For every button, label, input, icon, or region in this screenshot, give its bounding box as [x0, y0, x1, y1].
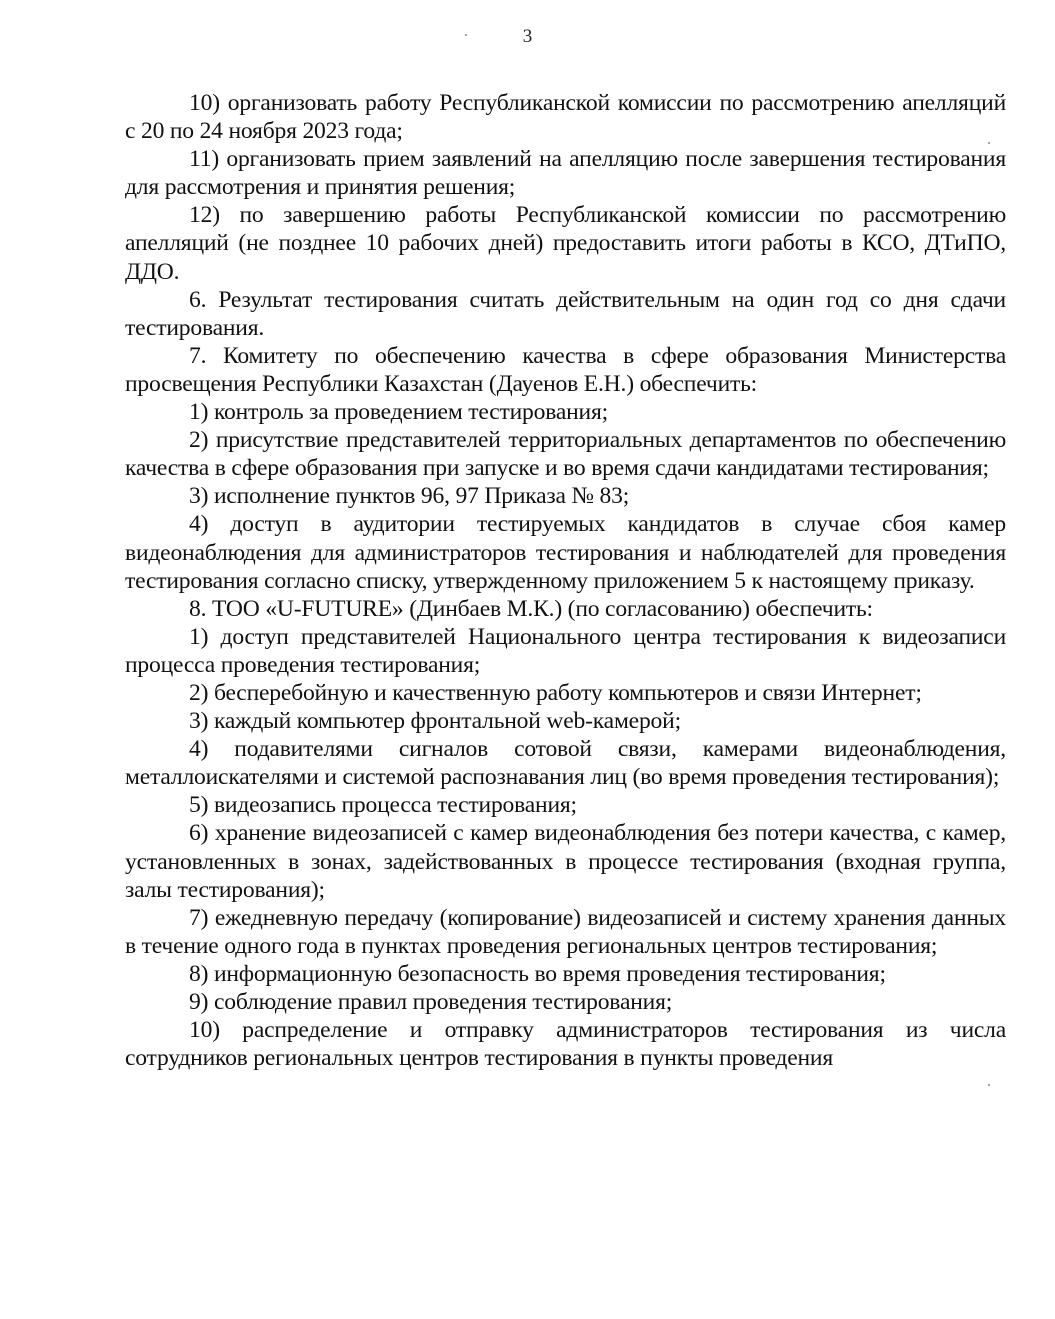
scan-speck: [988, 1084, 990, 1086]
paragraph: 12) по завершению работы Республиканской комиссии по рассмотрению апелляций (не позднее 10 рабочих дней) предоставить итоги работы в КСО, ДТиПО, ДДО.: [125, 202, 1006, 285]
paragraph: 6) хранение видеозаписей с камер видеонаблюдения без потери качества, с камер, установленных в зонах, задействованных в процессе тестирования (входная группа, залы тестирования);: [125, 820, 1006, 903]
paragraph: 6. Результат тестирования считать действительным на один год со дня сдачи тестирования.: [125, 286, 1006, 341]
paragraph: 11) организовать прием заявлений на апелляцию после завершения тестирования для рассмотрения и принятия решения;: [125, 146, 1006, 201]
paragraph: 7) ежедневную передачу (копирование) видеозаписей и систему хранения данных в течение одного года в пунктах проведения региональных центров тестирования;: [125, 904, 1006, 959]
paragraph: 4) подавителями сигналов сотовой связи, камерами видеонаблюдения, металлоискателями и системой распознавания лиц (во время проведения тестирования);: [125, 736, 1006, 791]
paragraph: 3) исполнение пунктов 96, 97 Приказа № 83;: [189, 483, 630, 510]
paragraph: 2) присутствие представителей территориальных департаментов по обеспечению качества в сфере образования при запуске и во время сдачи кандидатами тестирования;: [125, 427, 1006, 482]
paragraph: 1) контроль за проведением тестирования;: [189, 399, 608, 426]
paragraph: 9) соблюдение правил проведения тестирования;: [189, 989, 673, 1015]
paragraph: 2) бесперебойную и качественную работу компьютеров и связи Интернет;: [189, 679, 922, 706]
document-body: [125, 89, 1006, 1072]
paragraph: 8) информационную безопасность во время проведения тестирования;: [189, 960, 886, 987]
page-number: 3: [522, 26, 533, 47]
paragraph: 4) доступ в аудитории тестируемых кандидатов в случае сбоя камер видеонаблюдения для администраторов тестирования и наблюдателей для проведения тестирования согласно списку, утвержденному приложением 5 к настоящему приказу.: [125, 511, 1006, 594]
paragraph: 3) каждый компьютер фронтальной web-камерой;: [189, 708, 681, 735]
paragraph: 10) организовать работу Республиканской комиссии по рассмотрению апелляций с 20 по 24 ноября 2023 года;: [125, 90, 1006, 145]
paragraph: 10) распределение и отправку администраторов тестирования из числа сотрудников региональных центров тестирования в пункты проведения: [125, 1017, 1006, 1072]
paragraph: 8. ТОО «U-FUTURE» (Динбаев М.К.) (по согласованию) обеспечить:: [189, 595, 873, 622]
paragraph: 1) доступ представителей Национального центра тестирования к видеозаписи процесса проведения тестирования;: [125, 623, 1006, 678]
paragraph: 7. Комитету по обеспечению качества в сфере образования Министерства просвещения Республики Казахстан (Дауенов Е.Н.) обеспечить:: [125, 342, 1006, 397]
scan-speck: [465, 34, 467, 36]
paragraph: 5) видеозапись процесса тестирования;: [189, 792, 577, 819]
